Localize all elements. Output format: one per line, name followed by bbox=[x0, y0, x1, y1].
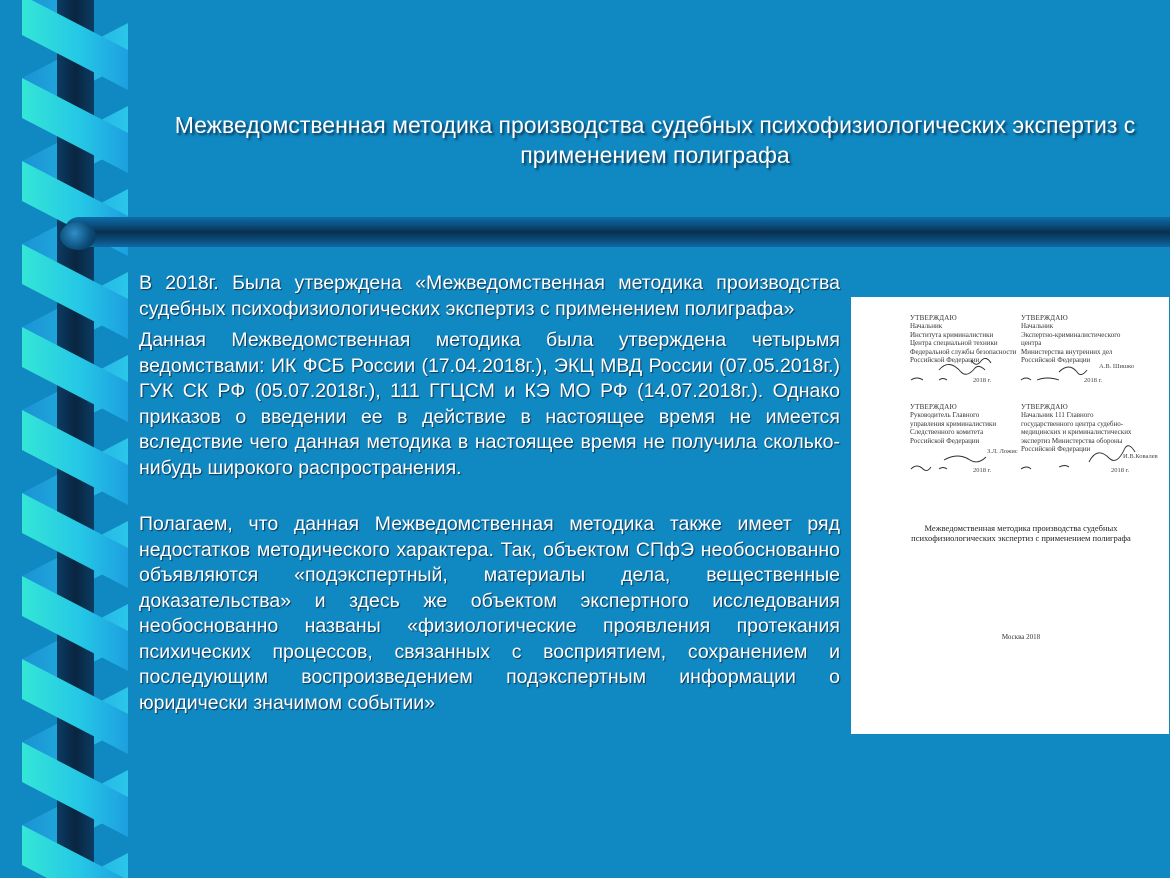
approval-line: Российской Федерации bbox=[910, 436, 980, 445]
slide-body bbox=[139, 271, 840, 716]
approval-line: Следственного комитета bbox=[910, 428, 984, 437]
slide-title: Межведомственная методика производства судебных психофизиологических экспертиз с применением полиграфа bbox=[174, 112, 1136, 168]
approval-line: Экспертно-криминалистического bbox=[1021, 330, 1121, 339]
divider-bar-cap bbox=[60, 222, 96, 250]
approval-line: Федеральной службы безопасности bbox=[910, 347, 1017, 356]
approval-line: Руководитель Главного bbox=[910, 411, 980, 420]
approval-heading: УТВЕРЖДАЮ bbox=[1021, 403, 1068, 411]
approval-line: Российской Федерации bbox=[1021, 356, 1091, 365]
approval-line: Института криминалистики bbox=[910, 330, 994, 339]
document-title: Межведомственная методика производства судебных психофизиологических экспертиз с применением полиграфа bbox=[911, 523, 1131, 543]
approval-line: экспертиз Министерства обороны bbox=[1021, 436, 1123, 445]
approval-heading: УТВЕРЖДАЮ bbox=[910, 314, 957, 322]
approval-line: государственного центра судебно- bbox=[1021, 419, 1124, 428]
approval-date: 2018 г. bbox=[1084, 377, 1103, 384]
signer-name: И.В.Ковалев bbox=[1123, 453, 1158, 460]
approval-line: Российской Федерации bbox=[1021, 445, 1091, 454]
paragraph-agencies: Данная Межведомственная методика была утверждена четырьмя ведомствами: ИК ФСБ России (17.04.2018г.), ЭКЦ МВД России (07.05.2018г.) ГУК СК РФ (05.07.2018г.), 111 ГГЦСМ и КЭ МО РФ (14.07.2018г.). Однако приказов о введении ее в действие в настоящее время не имеется вследствие чего данная методика в настоящее время не получила сколько-нибудь широкого распространения. bbox=[139, 329, 840, 479]
approval-line: медицинских и криминалистических bbox=[1021, 428, 1132, 437]
approval-line: Начальник bbox=[1021, 322, 1054, 331]
approval-line: центра bbox=[1021, 339, 1042, 348]
approval-heading: УТВЕРЖДАЮ bbox=[1021, 314, 1068, 322]
approval-date: 2018 г. bbox=[973, 467, 992, 474]
handwritten-signatures bbox=[909, 352, 1169, 477]
approval-line: Министерства внутренних дел bbox=[1021, 347, 1113, 356]
approval-date: 2018 г. bbox=[973, 377, 992, 384]
paragraph-approval: В 2018г. Была утверждена «Межведомственная методика производства судебных психофизиологических экспертиз с применением полиграфа» bbox=[139, 272, 840, 320]
approval-line: Российской Федерации bbox=[910, 356, 980, 365]
document-city-year: Москва 2018 bbox=[1001, 633, 1041, 641]
title-divider-bar bbox=[64, 217, 1170, 247]
paragraph-criticism: Полагаем, что данная Межведомственная методика также имеет ряд недостатков методического характера. Так, объектом СПфЭ необоснованно объявляются «подэкспертный, материалы дела, вещественные доказательства» и здесь же объектом экспертного исследования необоснованно названы «физиологические проявления протекания психических процессов, связанных с восприятием, сохранением и последующим воспроизведением подэкспертным информации о юридически значимом событии» bbox=[139, 513, 840, 714]
signer-name: З.Л. Ложис bbox=[987, 448, 1018, 455]
approval-date: 2018 г. bbox=[1111, 467, 1130, 474]
approval-line: управления криминалистики bbox=[910, 419, 997, 428]
decorative-ribbon-pole bbox=[0, 0, 140, 878]
approval-line: Начальник 111 Главного bbox=[1021, 411, 1094, 420]
document-scan-image bbox=[851, 297, 1169, 734]
approval-line: Начальник bbox=[910, 322, 943, 331]
approval-line: Центра специальной техники bbox=[910, 339, 998, 348]
approval-heading: УТВЕРЖДАЮ bbox=[910, 403, 957, 411]
signer-name: А.В. Шишко bbox=[1099, 363, 1135, 370]
